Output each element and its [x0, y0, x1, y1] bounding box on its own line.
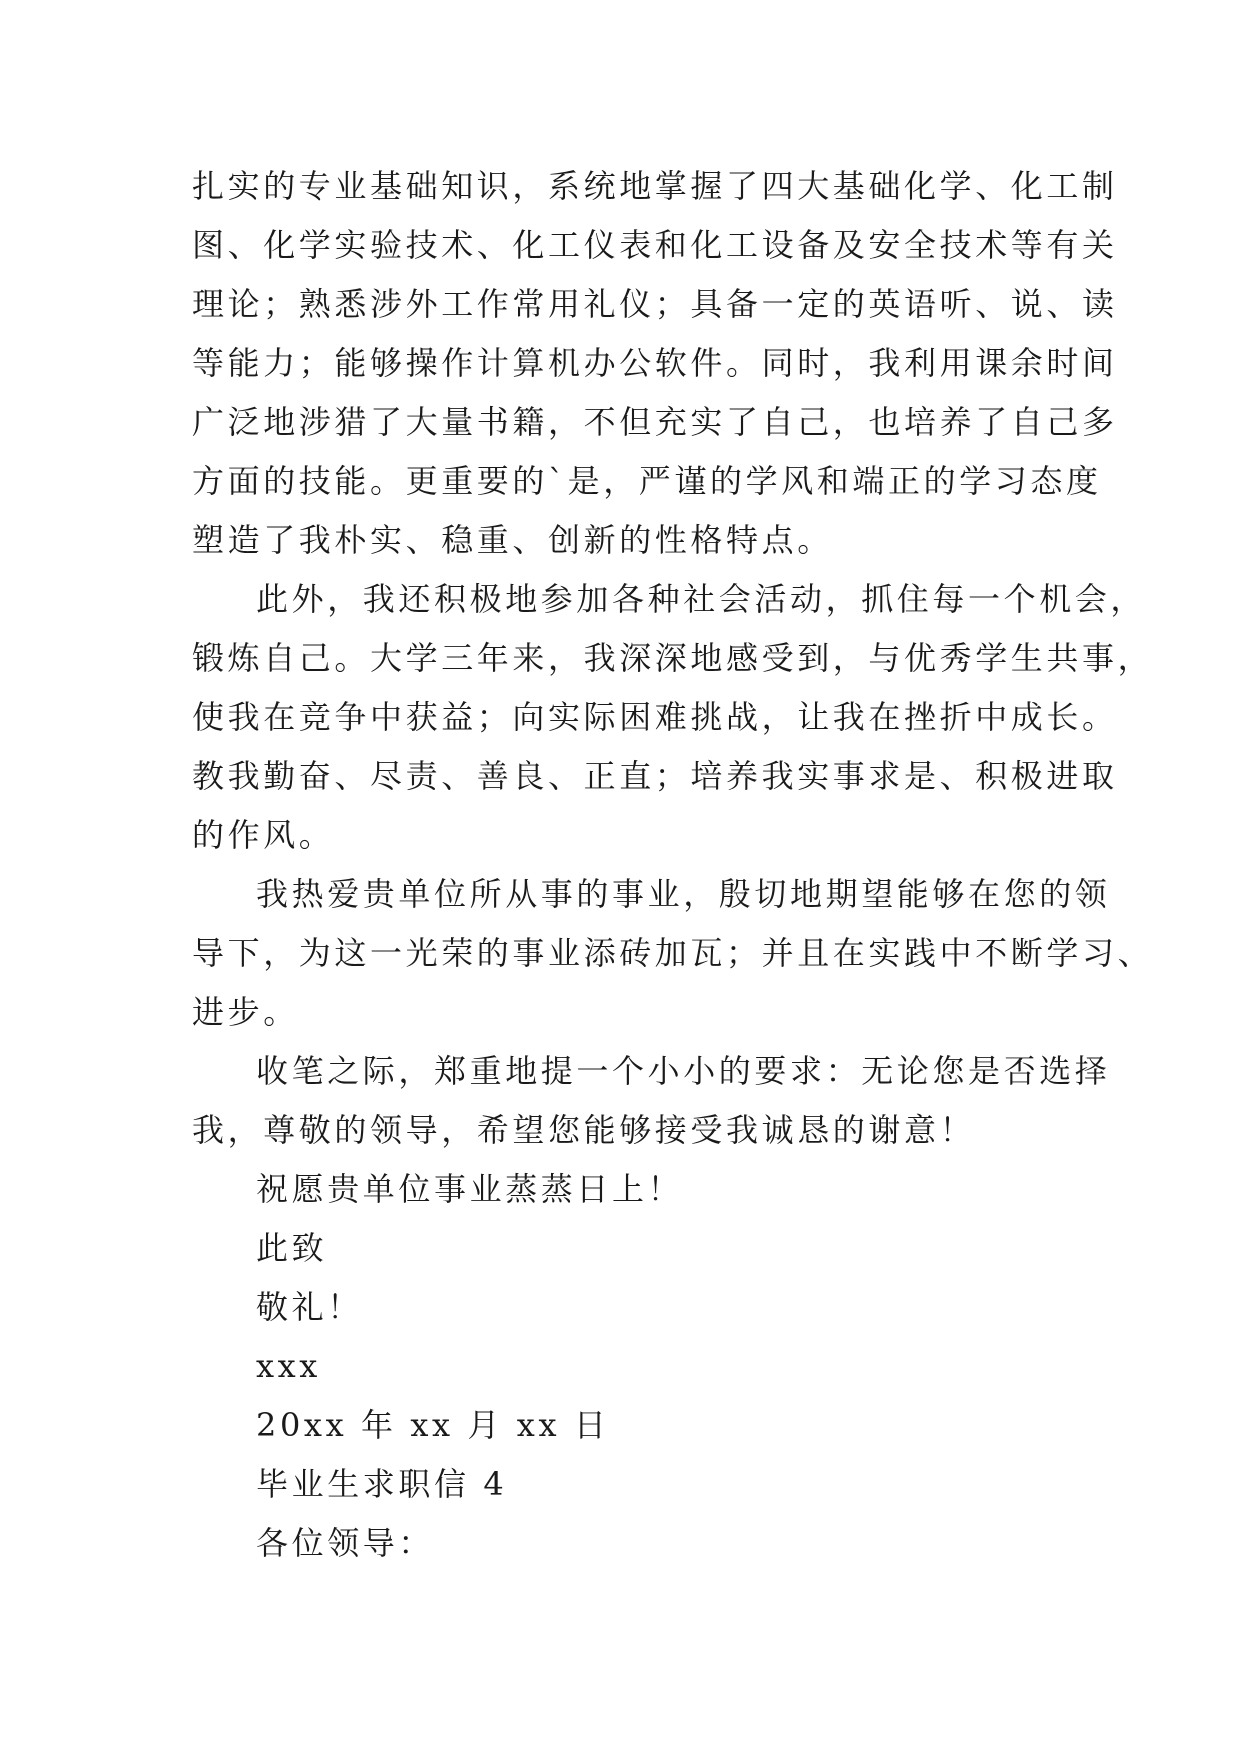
paragraph-line: 理论；熟悉涉外工作常用礼仪；具备一定的英语听、说、读 [192, 285, 1118, 323]
paragraph-line: 广泛地涉猎了大量书籍，不但充实了自己，也培养了自己多 [192, 403, 1118, 441]
closing-wish: 祝愿贵单位事业蒸蒸日上！ [256, 1170, 684, 1208]
paragraph-line: 我热爱贵单位所从事的事业，殷切地期望能够在您的领 [256, 875, 1111, 913]
closing-regards: 敬礼！ [256, 1288, 363, 1326]
section-heading: 毕业生求职信 4 [256, 1465, 508, 1503]
paragraph-line: 进步。 [192, 993, 299, 1031]
paragraph-line: 图、化学实验技术、化工仪表和化工设备及安全技术等有关 [192, 226, 1118, 264]
signature-name: xxx [256, 1347, 321, 1385]
paragraph-line: 等能力；能够操作计算机办公软件。同时，我利用课余时间 [192, 344, 1118, 382]
paragraph-line: 塑造了我朴实、稳重、创新的性格特点。 [192, 521, 833, 559]
paragraph-line: 教我勤奋、尽责、善良、正直；培养我实事求是、积极进取 [192, 757, 1118, 795]
closing-salutation: 此致 [256, 1229, 328, 1267]
paragraph-line: 收笔之际，郑重地提一个小小的要求：无论您是否选择 [256, 1052, 1111, 1090]
paragraph-line: 我，尊敬的领导，希望您能够接受我诚恳的谢意！ [192, 1111, 976, 1149]
signature-date: 20xx 年 xx 月 xx 日 [256, 1406, 610, 1444]
paragraph-line: 方面的技能。更重要的`是，严谨的学风和端正的学习态度 [192, 462, 1102, 500]
paragraph-line: 此外，我还积极地参加各种社会活动，抓住每一个机会， [256, 580, 1147, 618]
paragraph-line: 锻炼自己。大学三年来，我深深地感受到，与优秀学生共事， [192, 639, 1154, 677]
paragraph-line: 导下，为这一光荣的事业添砖加瓦；并且在实践中不断学习、 [192, 934, 1154, 972]
paragraph-line: 的作风。 [192, 816, 335, 854]
greeting-line: 各位领导： [256, 1524, 435, 1562]
paragraph-line: 使我在竞争中获益；向实际困难挑战，让我在挫折中成长。 [192, 698, 1118, 736]
paragraph-line: 扎实的专业基础知识，系统地掌握了四大基础化学、化工制 [192, 167, 1118, 205]
